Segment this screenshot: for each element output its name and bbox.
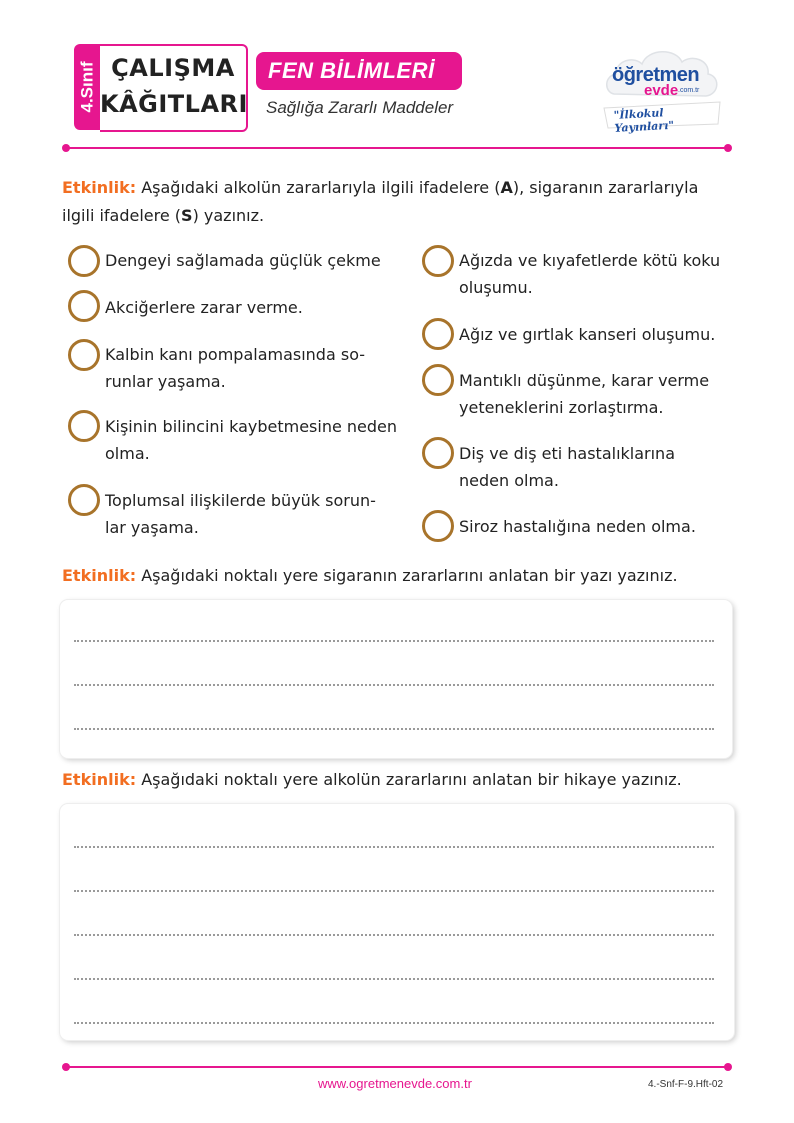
- answer-bubble[interactable]: [422, 510, 454, 542]
- writing-line[interactable]: [74, 640, 714, 642]
- logo-tagline: "İlkokul Yayınları": [613, 106, 675, 135]
- statement-line: olma.: [105, 444, 150, 463]
- activity1-instruction: [62, 174, 732, 230]
- writing-line[interactable]: [74, 978, 714, 980]
- instruction-text: ) yazınız.: [192, 206, 265, 225]
- writing-line[interactable]: [74, 1022, 714, 1024]
- statement-item: [105, 247, 381, 274]
- answer-bubble[interactable]: [422, 318, 454, 350]
- statement-item: [459, 367, 709, 421]
- answer-bubble[interactable]: [68, 410, 100, 442]
- answer-bubble[interactable]: [68, 290, 100, 322]
- statement-line: Toplumsal ilişkilerde büyük sorun-: [105, 491, 376, 510]
- statement-item: [105, 413, 397, 467]
- instruction-text: ilgili ifadelere (: [62, 206, 182, 225]
- activity3-instruction: [62, 766, 682, 794]
- divider-dot-left: [62, 1063, 70, 1071]
- title-line-1: ÇALIŞMA: [111, 54, 235, 82]
- footer-divider: [66, 1066, 728, 1068]
- statement-line: Kalbin kanı pompalamasında so-: [105, 345, 366, 364]
- writing-line[interactable]: [74, 934, 714, 936]
- activity2-instruction: [62, 562, 678, 590]
- statement-line: Ağız ve gırtlak kanseri oluşumu.: [459, 325, 716, 344]
- footer-page-code: 4.-Snf-F-9.Hft-02: [648, 1079, 724, 1090]
- subject-tag: [256, 52, 462, 90]
- etkinlik-label: Etkinlik:: [62, 178, 137, 197]
- statement-item: [459, 440, 675, 494]
- statement-item: [459, 321, 715, 348]
- statement-line: lar yaşama.: [105, 518, 199, 537]
- answer-letter-s: S: [181, 206, 193, 225]
- writing-line[interactable]: [74, 890, 714, 892]
- subject-label: FEN BİLİMLERİ: [268, 58, 435, 83]
- statement-item: [459, 247, 720, 301]
- divider-dot-right: [724, 144, 732, 152]
- answer-bubble[interactable]: [68, 339, 100, 371]
- statement-line: Mantıklı düşünme, karar verme: [459, 371, 710, 390]
- divider-dot-right: [724, 1063, 732, 1071]
- statement-line: Kişinin bilincini kaybetmesine neden: [105, 417, 398, 436]
- grade-label: 4.Sınıf: [77, 61, 97, 113]
- answer-bubble[interactable]: [422, 364, 454, 396]
- statement-item: [105, 487, 376, 541]
- title-line-2: KÂĞITLARI: [100, 90, 248, 118]
- writing-line[interactable]: [74, 728, 714, 730]
- instruction-text: Aşağıdaki noktalı yere alkolün zararlarını anlatan bir hikaye yazınız.: [136, 770, 682, 789]
- statement-line: oluşumu.: [459, 278, 533, 297]
- logo-main-text: öğretmen: [612, 64, 700, 86]
- divider-dot-left: [62, 144, 70, 152]
- instruction-text: Aşağıdaki alkolün zararlarıyla ilgili ifadelere (: [136, 178, 501, 197]
- statement-item: [459, 513, 696, 540]
- writing-box-smoking[interactable]: [60, 600, 732, 758]
- writing-line[interactable]: [74, 684, 714, 686]
- answer-letter-a: A: [500, 178, 513, 197]
- answer-bubble[interactable]: [68, 245, 100, 277]
- statement-line: Dengeyi sağlamada güçlük çekme: [105, 251, 381, 270]
- statement-line: yeteneklerini zorlaştırma.: [459, 398, 664, 417]
- writing-line[interactable]: [74, 846, 714, 848]
- etkinlik-label: Etkinlik:: [62, 770, 137, 789]
- header-divider: [66, 147, 728, 149]
- publisher-logo: [600, 42, 724, 135]
- instruction-text: Aşağıdaki noktalı yere sigaranın zararlarını anlatan bir yazı yazınız.: [136, 566, 678, 585]
- logo-sub-text: evde: [644, 82, 679, 99]
- statement-line: Siroz hastalığına neden olma.: [459, 517, 696, 536]
- statement-line: Diş ve diş eti hastalıklarına: [459, 444, 675, 463]
- writing-box-alcohol-story[interactable]: [60, 804, 734, 1040]
- statement-line: runlar yaşama.: [105, 372, 226, 391]
- statement-item: [105, 341, 365, 395]
- logo-domain-text: .com.tr: [678, 87, 700, 94]
- statement-line: Ağızda ve kıyafetlerde kötü koku: [459, 251, 721, 270]
- statement-line: Akciğerlere zarar verme.: [105, 298, 303, 317]
- grade-tab: [74, 44, 100, 130]
- answer-bubble[interactable]: [68, 484, 100, 516]
- worksheet-title-box: [100, 44, 248, 132]
- statement-item: [105, 294, 303, 321]
- answer-bubble[interactable]: [422, 245, 454, 277]
- statement-line: neden olma.: [459, 471, 559, 490]
- instruction-text: ), sigaranın zararlarıyla: [512, 178, 699, 197]
- answer-bubble[interactable]: [422, 437, 454, 469]
- etkinlik-label: Etkinlik:: [62, 566, 137, 585]
- footer-website-link[interactable]: www.ogretmenevde.com.tr: [318, 1076, 472, 1091]
- topic-title: Sağlığa Zararlı Maddeler: [266, 98, 454, 117]
